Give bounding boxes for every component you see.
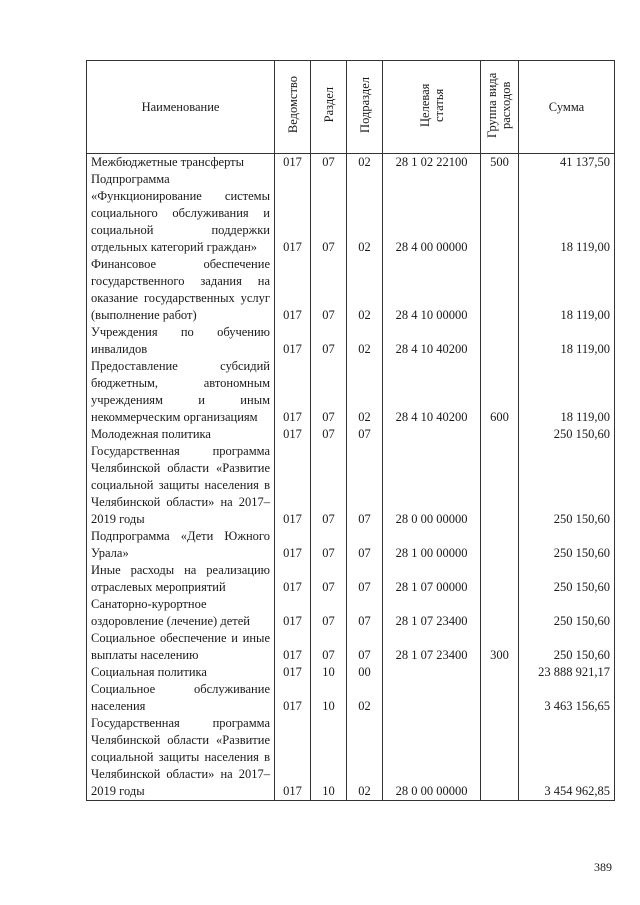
header-vedomstvo [275,61,311,154]
cell-ved: 017 [275,681,311,715]
cell-podr: 07 [347,630,383,664]
cell-podr: 07 [347,562,383,596]
header-podrazdel [347,61,383,154]
cell-name: Межбюджетные трансферты [87,154,275,172]
cell-podr: 02 [347,256,383,324]
cell-ved: 017 [275,528,311,562]
cell-cel: 28 4 00 00000 [383,171,481,256]
cell-cel [383,426,481,443]
cell-razd: 10 [311,715,347,801]
cell-name: Социальное обслуживание населения [87,681,275,715]
cell-razd: 07 [311,596,347,630]
budget-table [86,60,615,801]
cell-ved: 017 [275,426,311,443]
cell-grp [481,596,519,630]
cell-razd: 07 [311,256,347,324]
cell-name: Молодежная политика [87,426,275,443]
cell-grp: 500 [481,154,519,172]
cell-grp [481,443,519,528]
header-vedomstvo-label: Ведомство [285,75,300,134]
cell-ved: 017 [275,324,311,358]
cell-podr: 02 [347,358,383,426]
cell-grp [481,664,519,681]
cell-razd: 07 [311,528,347,562]
cell-razd: 07 [311,630,347,664]
cell-name: Подпрограмма «Дети Южного Урала» [87,528,275,562]
header-summa-label: Сумма [548,99,585,114]
cell-grp [481,562,519,596]
cell-name: Государственная программа Челябинской области «Развитие социальной защиты населения в Челябинской области» на 2017–2019 годы [87,443,275,528]
cell-name: Учреждения по обучению инвалидов [87,324,275,358]
cell-sum: 41 137,50 [519,154,615,172]
cell-sum: 18 119,00 [519,324,615,358]
cell-ved: 017 [275,562,311,596]
cell-sum: 250 150,60 [519,528,615,562]
table-row [87,596,615,630]
cell-ved: 017 [275,171,311,256]
cell-razd: 07 [311,443,347,528]
cell-sum: 250 150,60 [519,426,615,443]
cell-ved: 017 [275,596,311,630]
header-podrazdel-label: Подраздел [357,76,372,133]
cell-sum: 250 150,60 [519,630,615,664]
header-razdel-label: Раздел [321,86,336,123]
cell-razd: 07 [311,171,347,256]
header-celevaya-label: Целевая статья [417,82,446,127]
table-row [87,154,615,172]
cell-sum: 18 119,00 [519,171,615,256]
cell-sum: 3 463 156,65 [519,681,615,715]
table-row [87,681,615,715]
cell-sum: 250 150,60 [519,562,615,596]
cell-grp: 300 [481,630,519,664]
cell-grp [481,426,519,443]
cell-podr: 07 [347,443,383,528]
cell-sum: 18 119,00 [519,256,615,324]
cell-podr: 07 [347,426,383,443]
cell-cel: 28 4 10 40200 [383,324,481,358]
cell-cel: 28 0 00 00000 [383,443,481,528]
table-row [87,171,615,256]
cell-grp [481,171,519,256]
cell-cel [383,681,481,715]
cell-cel: 28 1 02 22100 [383,154,481,172]
cell-ved: 017 [275,715,311,801]
cell-sum: 250 150,60 [519,443,615,528]
header-razdel [311,61,347,154]
header-summa [519,61,615,154]
cell-ved: 017 [275,154,311,172]
table-row [87,426,615,443]
cell-grp: 600 [481,358,519,426]
header-gruppa [481,61,519,154]
cell-grp [481,681,519,715]
cell-razd: 10 [311,681,347,715]
table-row [87,562,615,596]
cell-podr: 02 [347,154,383,172]
cell-cel: 28 1 07 00000 [383,562,481,596]
cell-ved: 017 [275,630,311,664]
header-gruppa-label: Группа вида расходов [484,71,513,138]
cell-name: Предоставление субсидий бюджетным, автономным учреждениям и иным некоммерческим организациям [87,358,275,426]
cell-name: Социальная политика [87,664,275,681]
table-row [87,358,615,426]
cell-podr: 02 [347,171,383,256]
cell-sum: 250 150,60 [519,596,615,630]
header-name [87,61,275,154]
cell-cel: 28 1 00 00000 [383,528,481,562]
cell-podr: 02 [347,715,383,801]
cell-razd: 07 [311,426,347,443]
cell-razd: 07 [311,358,347,426]
table-row [87,256,615,324]
cell-podr: 00 [347,664,383,681]
table-row [87,528,615,562]
cell-cel: 28 0 00 00000 [383,715,481,801]
cell-cel: 28 1 07 23400 [383,596,481,630]
cell-razd: 07 [311,562,347,596]
cell-cel: 28 4 10 00000 [383,256,481,324]
cell-podr: 02 [347,324,383,358]
cell-name: Санаторно-курортное оздоровление (лечение) детей [87,596,275,630]
table-row [87,715,615,801]
cell-grp [481,256,519,324]
cell-name: Подпрограмма «Функционирование системы социального обслуживания и социальной поддержки отдельных категорий граждан» [87,171,275,256]
cell-name: Финансовое обеспечение государственного задания на оказание государственных услуг (выполнение работ) [87,256,275,324]
cell-sum: 23 888 921,17 [519,664,615,681]
cell-grp [481,324,519,358]
cell-ved: 017 [275,443,311,528]
cell-name: Иные расходы на реализацию отраслевых мероприятий [87,562,275,596]
cell-podr: 07 [347,596,383,630]
table-header-row [87,61,615,154]
table-row [87,664,615,681]
header-name-label: Наименование [141,99,220,114]
table-body [87,154,615,801]
table-row [87,630,615,664]
cell-podr: 02 [347,681,383,715]
cell-razd: 07 [311,154,347,172]
cell-razd: 10 [311,664,347,681]
table-row [87,324,615,358]
cell-podr: 07 [347,528,383,562]
cell-cel: 28 1 07 23400 [383,630,481,664]
budget-table-container [86,60,614,850]
cell-ved: 017 [275,256,311,324]
cell-name: Государственная программа Челябинской области «Развитие социальной защиты населения в Челябинской области» на 2017–2019 годы [87,715,275,801]
cell-cel [383,664,481,681]
page-number: 389 [594,860,612,874]
cell-grp [481,528,519,562]
cell-cel: 28 4 10 40200 [383,358,481,426]
cell-ved: 017 [275,358,311,426]
header-celevaya-statya [383,61,481,154]
cell-grp [481,715,519,801]
cell-razd: 07 [311,324,347,358]
cell-sum: 3 454 962,85 [519,715,615,801]
cell-sum: 18 119,00 [519,358,615,426]
table-row [87,443,615,528]
cell-name: Социальное обеспечение и иные выплаты населению [87,630,275,664]
cell-ved: 017 [275,664,311,681]
